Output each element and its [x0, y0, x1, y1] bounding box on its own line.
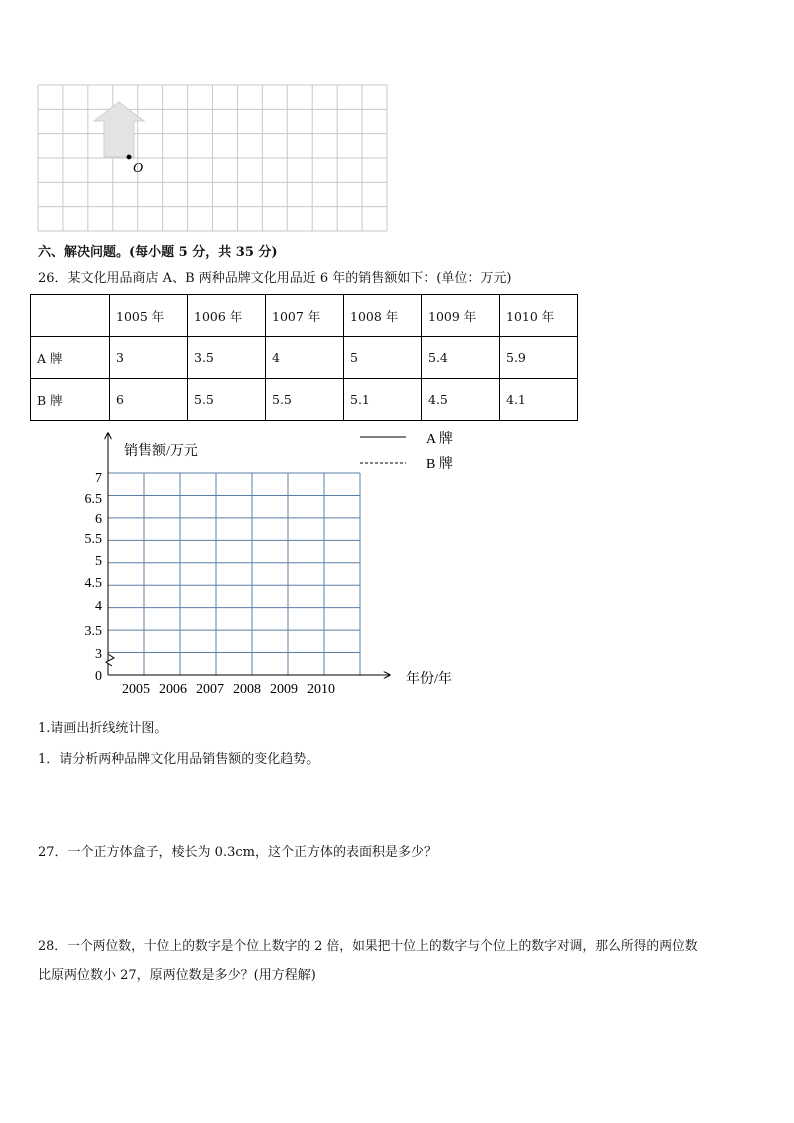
y-tick-label: 3	[95, 647, 102, 662]
table-cell: 1008 年	[344, 295, 422, 337]
question-26-prompt: 26．某文化用品商店 A、B 两种品牌文化用品近 6 年的销售额如下：(单位：万元)	[38, 271, 512, 286]
table-cell	[31, 295, 110, 337]
x-tick-label: 2010	[307, 682, 335, 697]
x-tick-label: 2007	[196, 682, 224, 697]
table-cell: 1006 年	[188, 295, 266, 337]
y-tick-label: 7	[95, 471, 102, 486]
transformation-grid-figure	[37, 84, 389, 234]
legend-label-b: B 牌	[426, 457, 453, 472]
table-cell: 1010 年	[500, 295, 578, 337]
table-row	[31, 379, 578, 421]
question-28-line1: 28．一个两位数，十位上的数字是个位上数字的 2 倍，如果把十位上的数字与个位上的数字对调，那么所得的两位数	[38, 939, 698, 954]
line-chart	[70, 425, 470, 700]
y-tick-label: 6	[95, 512, 102, 527]
x-tick-label: 2008	[233, 682, 261, 697]
table-cell: A 牌	[31, 337, 110, 379]
question-26-sub2: 1．请分析两种品牌文化用品销售额的变化趋势。	[38, 752, 320, 767]
table-cell: 5.1	[344, 379, 422, 421]
axis-break-mark	[106, 654, 114, 666]
table-cell: 5	[344, 337, 422, 379]
section-6-heading: 六、解决问题。(每小题 5 分，共 35 分)	[38, 245, 278, 260]
question-26-sub1: 1.请画出折线统计图。	[38, 721, 168, 736]
point-o-dot	[127, 155, 132, 160]
arrow-shape	[94, 102, 144, 157]
x-tick-labels	[122, 682, 335, 697]
table-cell: 1007 年	[266, 295, 344, 337]
table-cell: 4.1	[500, 379, 578, 421]
x-tick-label: 2005	[122, 682, 150, 697]
x-tick-label: 2009	[270, 682, 298, 697]
y-tick-label: 5.5	[84, 532, 102, 547]
y-axis-label: 销售额/万元	[124, 444, 198, 459]
y-tick-label: 5	[95, 554, 102, 569]
y-tick-label: 6.5	[84, 492, 102, 507]
question-27: 27．一个正方体盒子，棱长为 0.3cm，这个正方体的表面积是多少？	[38, 845, 437, 860]
table-header-row	[31, 295, 578, 337]
table-cell: 4.5	[422, 379, 500, 421]
question-28-line2: 比原两位数小 27，原两位数是多少？(用方程解)	[38, 968, 316, 983]
table-cell: 3	[110, 337, 188, 379]
x-tick-label: 2006	[159, 682, 187, 697]
x-axis-label: 年份/年	[406, 672, 452, 687]
y-tick-label: 0	[95, 669, 102, 684]
table-cell: B 牌	[31, 379, 110, 421]
y-tick-label: 4.5	[84, 576, 102, 591]
table-cell: 5.4	[422, 337, 500, 379]
table-cell: 1005 年	[110, 295, 188, 337]
chart-grid	[108, 473, 360, 675]
figure-grid	[38, 85, 387, 231]
point-o-label: O	[133, 161, 144, 176]
table-cell: 6	[110, 379, 188, 421]
sales-table	[30, 294, 578, 421]
y-tick-label: 3.5	[84, 624, 102, 639]
table-cell: 1009 年	[422, 295, 500, 337]
y-tick-label: 4	[95, 599, 102, 614]
table-cell: 5.5	[188, 379, 266, 421]
legend-label-a: A 牌	[426, 432, 453, 447]
table-cell: 4	[266, 337, 344, 379]
table-row	[31, 337, 578, 379]
table-cell: 5.9	[500, 337, 578, 379]
table-cell: 5.5	[266, 379, 344, 421]
y-tick-labels	[85, 471, 103, 684]
table-cell: 3.5	[188, 337, 266, 379]
